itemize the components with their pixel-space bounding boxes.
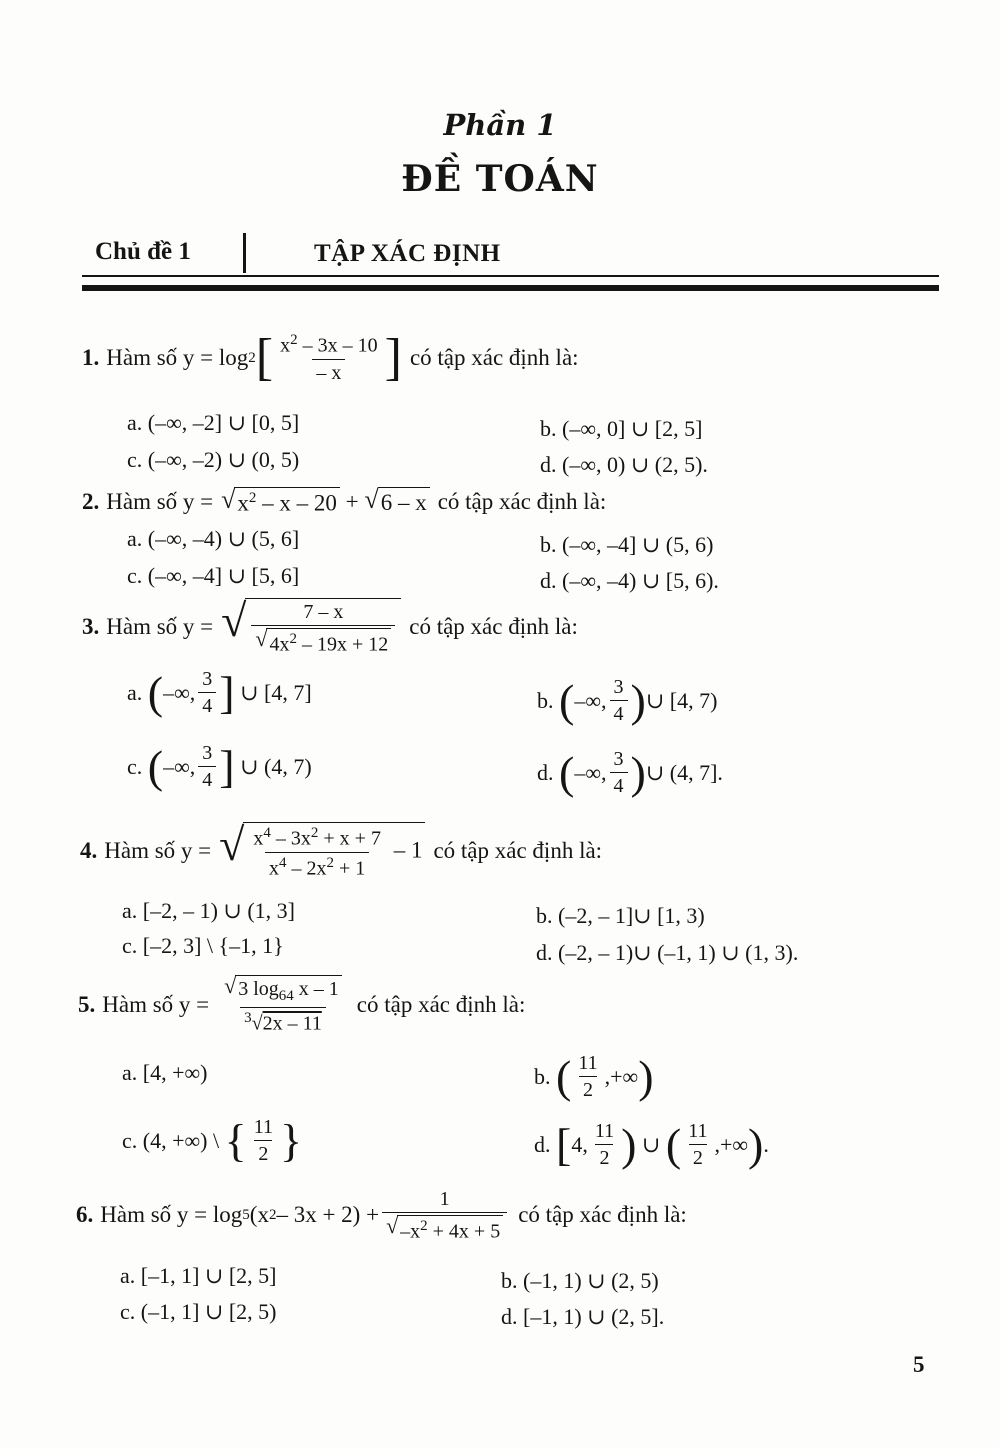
question-prefix: Hàm số y = [106, 613, 214, 639]
formula-fraction: √ 3 $\log_{64} x - 1$ $^3$√2x – 11 [220, 975, 346, 1034]
option-1c[interactable]: c. (–∞, –2) ∪ (0, 5) [127, 447, 300, 472]
option-5a[interactable]: a. [4, +∞) [122, 1060, 208, 1085]
option-5d[interactable]: d. [ 4, $\frac{11}{2}$ ) ∪ ( $\frac{11}{2}$ ,+∞ ) . [534, 1118, 769, 1170]
option-3d[interactable]: d. ( –∞, $\frac{3}{4}$ ) ∪ (4, 7]. [537, 746, 723, 798]
option-4c[interactable]: c. [–2, 3] \ {–1, 1} [122, 933, 284, 958]
option-1b[interactable]: b. (–∞, 0] ∪ [2, 5] [540, 416, 703, 441]
option-2a[interactable]: a. (–∞, –4) ∪ (5, 6] [127, 526, 300, 551]
question-1: 1. Hàm số y = log 2 [ $\frac{x^2 - 3x - 10}{- x}$ ] có tập xác định là: [82, 329, 579, 386]
option-2c[interactable]: c. (–∞, –4] ∪ [5, 6] [127, 563, 300, 588]
option-2d[interactable]: d. (–∞, –4) ∪ [5, 6). [540, 568, 719, 593]
question-prefix: Hàm số y = log [106, 345, 249, 370]
question-number: 3. [82, 613, 100, 639]
option-4a[interactable]: a. [–2, – 1) ∪ (1, 3] [122, 898, 296, 923]
question-tail: có tập xác định là: [409, 613, 578, 639]
option-1a[interactable]: a. (–∞, –2] ∪ [0, 5] [127, 410, 300, 435]
question-5 [78, 975, 525, 1034]
question-number: 4. [80, 837, 98, 863]
topic-divider [243, 233, 246, 273]
option-2b[interactable]: b. (–∞, –4] ∪ (5, 6) [540, 532, 714, 557]
question-number: 5. [78, 991, 96, 1017]
option-3a[interactable]: a. ( –∞, $\frac{3}{4}$ ] ∪ [4, 7] [127, 666, 312, 718]
header-rule-thick [82, 285, 939, 291]
question-number: 2. [82, 488, 100, 514]
question-prefix: Hàm số y = [104, 837, 212, 863]
question-number: 1. [82, 345, 100, 370]
page-title: ĐỀ TOÁN [401, 158, 599, 200]
option-4d[interactable]: d. (–2, – 1)∪ (–1, 1) ∪ (1, 3). [536, 940, 799, 965]
formula-sqrt: √ 7 – x √ $4x^2 - 19x + 12$ [221, 598, 401, 656]
question-prefix: Hàm số y = log [100, 1202, 243, 1228]
question-6: 6. Hàm số y = log 5 (x 2 – 3x + 2) + 1 √ $-x^2 + 4x + 5$ có tập xác định là: [76, 1188, 687, 1243]
question-tail: có tập xác định là: [437, 488, 607, 514]
question-3 [82, 595, 578, 656]
page-number: 5 [913, 1352, 925, 1377]
formula-sqrt: √ $\frac{x^4 - 3x^2 + x + 7}{x^4 - 2x^2 + 1}$ – 1 [219, 822, 425, 879]
question-4 [80, 819, 603, 880]
topic-name: TẬP XÁC ĐỊNH [314, 240, 501, 267]
option-6b[interactable]: b. (–1, 1) ∪ (2, 5) [501, 1268, 659, 1293]
question-2: 2. Hàm số y = √ $x^2$ – x – 20 + √ 6 – x có tập xác định là: [82, 485, 607, 516]
option-4b[interactable]: b. (–2, – 1]∪ [1, 3) [536, 903, 705, 928]
question-number: 6. [76, 1202, 94, 1228]
option-1d[interactable]: d. (–∞, 0) ∪ (2, 5). [540, 452, 708, 477]
question-tail: có tập xác định là: [518, 1202, 687, 1228]
formula-fraction: 1 √ $-x^2 + 4x + 5$ [382, 1188, 507, 1243]
formula-sqrt: √ $x^2$ – x – 20 [221, 487, 340, 517]
question-prefix: Hàm số y = [106, 488, 214, 514]
option-5b[interactable]: b. ( $\frac{11}{2}$ ,+∞ ) [534, 1050, 654, 1102]
option-6a[interactable]: a. [–1, 1] ∪ [2, 5] [120, 1263, 277, 1288]
formula-sqrt: √ 6 – x [364, 487, 429, 516]
option-6c[interactable]: c. (–1, 1] ∪ [2, 5) [120, 1299, 277, 1324]
question-prefix: Hàm số y = [102, 991, 210, 1017]
header-rule-thin [82, 275, 939, 277]
option-5c[interactable]: c. (4, +∞) \ { $\frac{11}{2}$ } [122, 1114, 303, 1166]
question-tail: có tập xác định là: [356, 991, 526, 1017]
option-6d[interactable]: d. [–1, 1) ∪ (2, 5]. [501, 1304, 665, 1329]
topic-label: Chủ đề 1 [95, 238, 191, 265]
formula-fraction: $\frac{x^2 - 3x - 10}{- x}$ [280, 332, 378, 384]
part-heading: Phần 1 [443, 108, 557, 142]
option-3c[interactable]: c. ( –∞, $\frac{3}{4}$ ] ∪ (4, 7) [127, 740, 312, 792]
option-3b[interactable]: b. ( –∞, $\frac{3}{4}$ ) ∪ [4, 7) [537, 674, 718, 726]
question-tail: có tập xác định là: [409, 345, 579, 370]
question-tail: có tập xác định là: [433, 837, 603, 863]
